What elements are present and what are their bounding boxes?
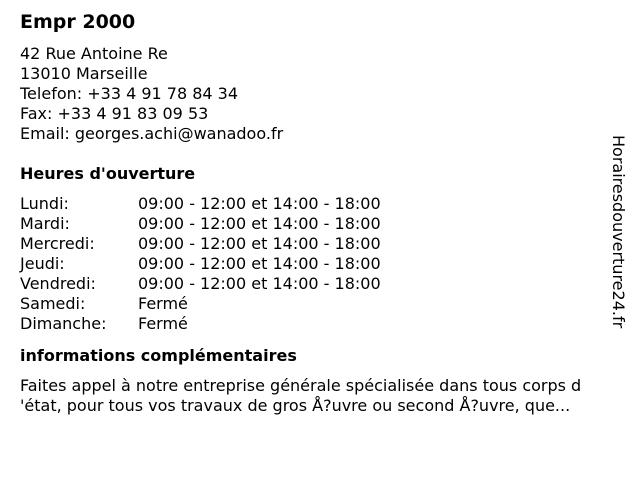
hours-row-friday <box>20 274 620 294</box>
site-watermark <box>602 135 638 350</box>
hours-time: 09:00 - 12:00 et 14:00 - 18:00 <box>138 254 381 273</box>
hours-row-wednesday <box>20 234 620 254</box>
site-watermark-text: Horairesdouverture24.fr <box>609 135 628 329</box>
hours-day: Jeudi: <box>20 254 65 273</box>
hours-row-tuesday <box>20 214 620 234</box>
additional-info-heading: informations complémentaires <box>20 346 297 365</box>
hours-row-sunday <box>20 314 620 334</box>
hours-day: Samedi: <box>20 294 86 313</box>
hours-day: Vendredi: <box>20 274 96 293</box>
hours-time: Fermé <box>138 314 188 333</box>
opening-hours-heading: Heures d'ouverture <box>20 164 196 183</box>
additional-info-line: 'état, pour tous vos travaux de gros Å?uvre ou second Å?uvre, que... <box>20 396 571 415</box>
hours-row-thursday <box>20 254 620 274</box>
fax-number: Fax: +33 4 91 83 09 53 <box>20 104 209 123</box>
hours-time: 09:00 - 12:00 et 14:00 - 18:00 <box>138 274 381 293</box>
hours-day: Mercredi: <box>20 234 95 253</box>
hours-day: Lundi: <box>20 194 69 213</box>
hours-row-saturday <box>20 294 620 314</box>
additional-info-text <box>20 376 620 416</box>
hours-time: 09:00 - 12:00 et 14:00 - 18:00 <box>138 194 381 213</box>
address-street: 42 Rue Antoine Re <box>20 44 168 63</box>
address-city: 13010 Marseille <box>20 64 148 83</box>
phone-number: Telefon: +33 4 91 78 84 34 <box>20 84 239 103</box>
hours-day: Mardi: <box>20 214 70 233</box>
business-card <box>20 10 620 416</box>
hours-time: 09:00 - 12:00 et 14:00 - 18:00 <box>138 214 381 233</box>
hours-time: Fermé <box>138 294 188 313</box>
contact-block <box>20 44 620 144</box>
business-name: Empr 2000 <box>20 11 136 33</box>
hours-time: 09:00 - 12:00 et 14:00 - 18:00 <box>138 234 381 253</box>
hours-day: Dimanche: <box>20 314 107 333</box>
opening-hours-table <box>20 194 620 334</box>
email-address: Email: georges.achi@wanadoo.fr <box>20 124 284 143</box>
hours-row-monday <box>20 194 620 214</box>
additional-info-line: Faites appel à notre entreprise générale spécialisée dans tous corps d <box>20 376 582 395</box>
